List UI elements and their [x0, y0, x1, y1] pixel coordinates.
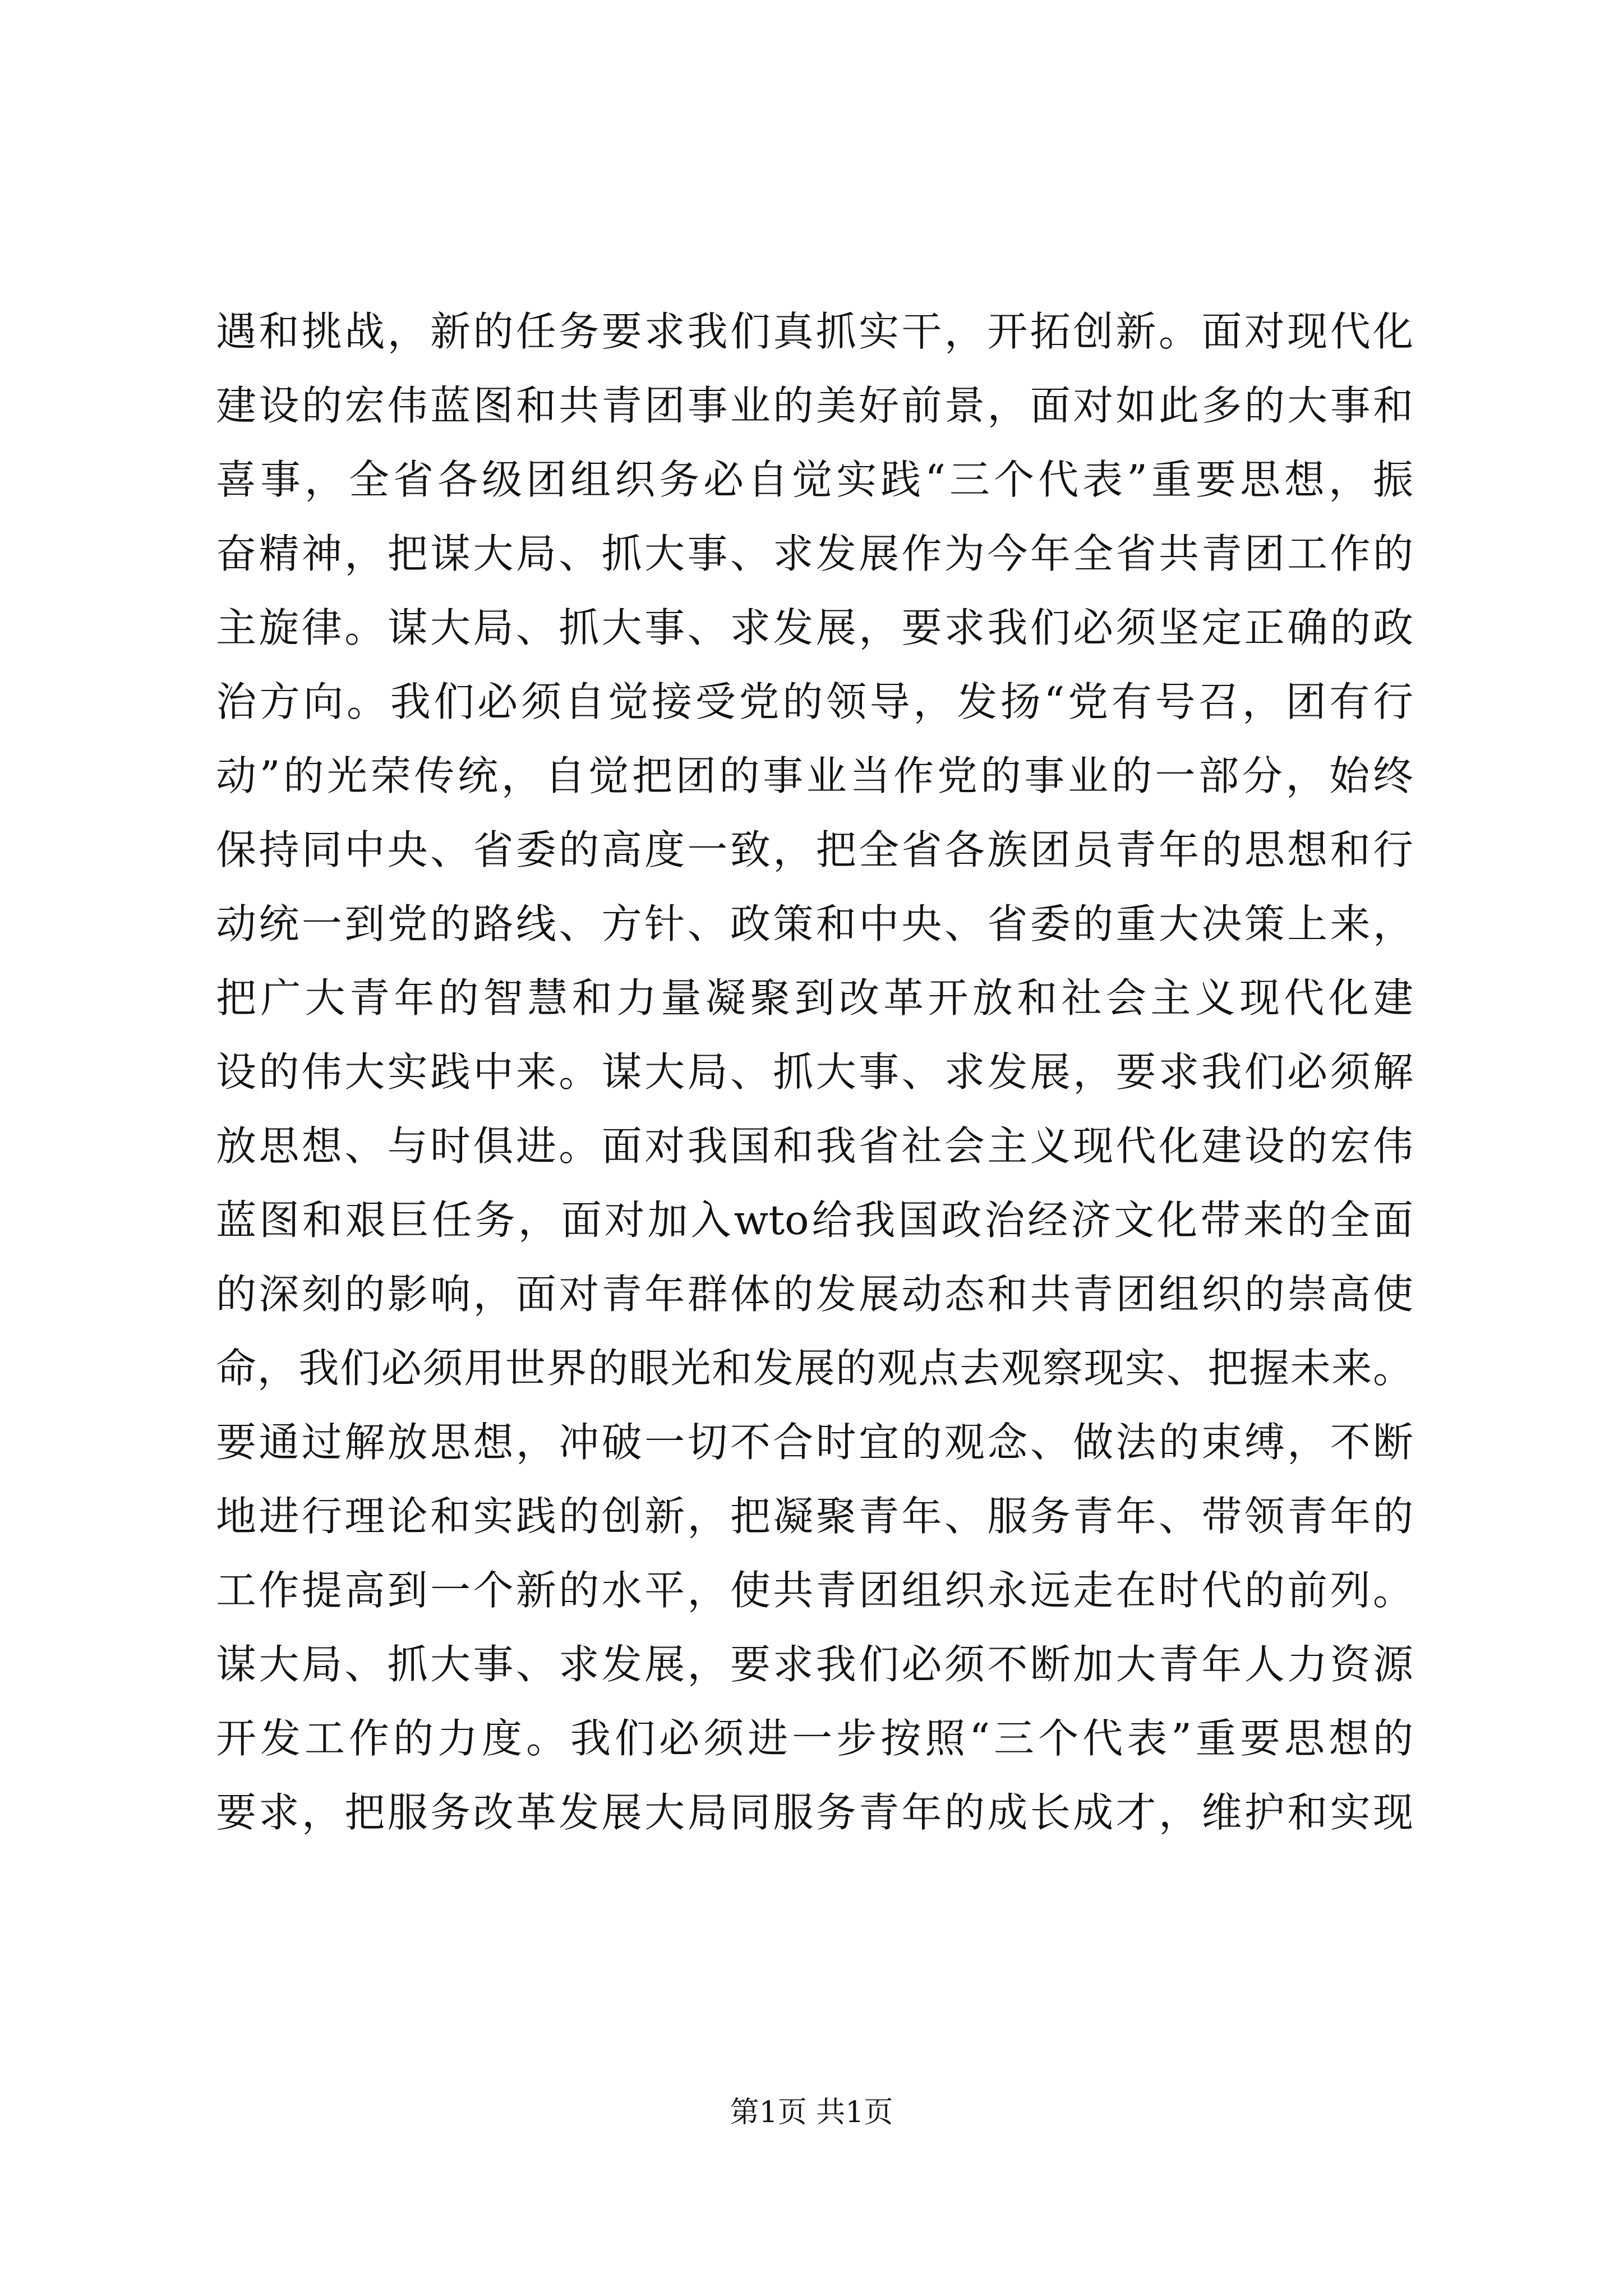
- text-line: 遇和挑战，新的任务要求我们真抓实干，开拓创新。面对现代化: [216, 308, 1413, 355]
- text-line: 动”的光荣传统，自觉把团的事业当作党的事业的一部分，始终: [216, 752, 1413, 799]
- text-line: 谋大局、抓大事、求发展，要求我们必须不断加大青年人力资源: [216, 1641, 1413, 1688]
- text-line: 建设的宏伟蓝图和共青团事业的美好前景，面对如此多的大事和: [216, 382, 1413, 429]
- text-line: 保持同中央、省委的高度一致，把全省各族团员青年的思想和行: [216, 826, 1413, 873]
- text-line: 开发工作的力度。我们必须进一步按照“三个代表”重要思想的: [216, 1715, 1413, 1762]
- text-line: 地进行理论和实践的创新，把凝聚青年、服务青年、带领青年的: [216, 1493, 1413, 1540]
- text-line: 放思想、与时俱进。面对我国和我省社会主义现代化建设的宏伟: [216, 1122, 1413, 1170]
- text-line: 要求，把服务改革发展大局同服务青年的成长成才，维护和实现: [216, 1789, 1413, 1836]
- text-line: 的深刻的影响，面对青年群体的发展动态和共青团组织的崇高使: [216, 1271, 1413, 1318]
- page-number-footer: 第1页 共1页: [730, 2096, 893, 2129]
- text-line: 动统一到党的路线、方针、政策和中央、省委的重大决策上来，: [216, 900, 1413, 947]
- text-line: 要通过解放思想，冲破一切不合时宜的观念、做法的束缚，不断: [216, 1419, 1413, 1466]
- text-line: 治方向。我们必须自觉接受党的领导，发扬“党有号召，团有行: [216, 678, 1413, 725]
- text-line: 蓝图和艰巨任务，面对加入wto给我国政治经济文化带来的全面: [216, 1197, 1413, 1244]
- text-line: 命，我们必须用世界的眼光和发展的观点去观察现实、把握未来。: [216, 1345, 1413, 1392]
- text-line: 主旋律。谋大局、抓大事、求发展，要求我们必须坚定正确的政: [216, 604, 1413, 651]
- document-body: [216, 295, 1413, 1849]
- text-line: 把广大青年的智慧和力量凝聚到改革开放和社会主义现代化建: [216, 974, 1413, 1022]
- text-line: 工作提高到一个新的水平，使共青团组织永远走在时代的前列。: [216, 1567, 1413, 1614]
- text-line: 设的伟大实践中来。谋大局、抓大事、求发展，要求我们必须解: [216, 1048, 1413, 1096]
- text-line: 喜事，全省各级团组织务必自觉实践“三个代表”重要思想，振: [216, 456, 1413, 503]
- text-line: 奋精神，把谋大局、抓大事、求发展作为今年全省共青团工作的: [216, 530, 1413, 577]
